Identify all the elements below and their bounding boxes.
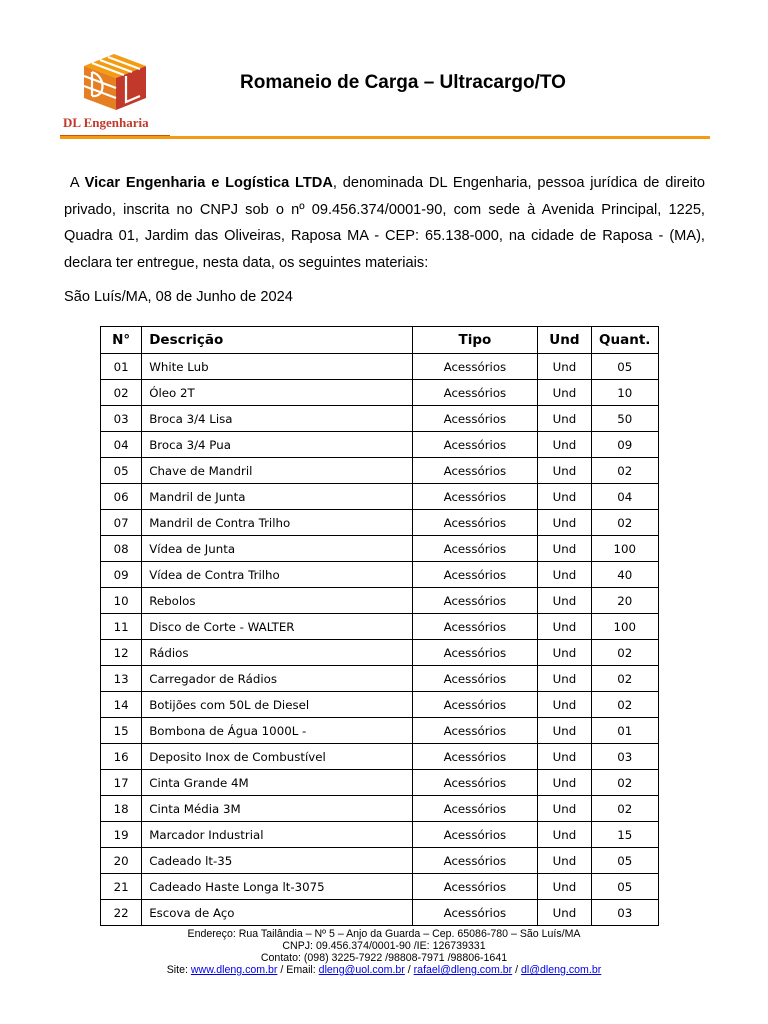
cell-description: Vídea de Contra Trilho: [142, 562, 412, 588]
cell-unit: Und: [538, 900, 591, 926]
cell-description: Vídea de Junta: [142, 536, 412, 562]
cell-type: Acessórios: [412, 692, 538, 718]
cell-number: 15: [101, 718, 142, 744]
cell-unit: Und: [538, 380, 591, 406]
cell-quantity: 05: [591, 354, 659, 380]
table-row: [101, 406, 659, 432]
cell-number: 21: [101, 874, 142, 900]
cell-type: Acessórios: [412, 848, 538, 874]
cell-unit: Und: [538, 874, 591, 900]
cell-unit: Und: [538, 770, 591, 796]
cell-unit: Und: [538, 796, 591, 822]
cell-description: Marcador Industrial: [142, 822, 412, 848]
email-link-dl[interactable]: dl@dleng.com.br: [521, 964, 602, 976]
cell-unit: Und: [538, 562, 591, 588]
cell-number: 03: [101, 406, 142, 432]
cell-number: 01: [101, 354, 142, 380]
cell-description: Botijões com 50L de Diesel: [142, 692, 412, 718]
table-row: [101, 484, 659, 510]
cell-type: Acessórios: [412, 900, 538, 926]
cell-number: 07: [101, 510, 142, 536]
table-row: [101, 380, 659, 406]
cell-quantity: 02: [591, 796, 659, 822]
cell-number: 06: [101, 484, 142, 510]
table-row: [101, 432, 659, 458]
table-row: [101, 822, 659, 848]
cell-quantity: 15: [591, 822, 659, 848]
table-header-row: [101, 327, 659, 354]
cell-quantity: 01: [591, 718, 659, 744]
cell-unit: Und: [538, 458, 591, 484]
footer-email-label: / Email:: [277, 964, 319, 976]
cell-type: Acessórios: [412, 874, 538, 900]
cell-description: Carregador de Rádios: [142, 666, 412, 692]
cell-unit: Und: [538, 614, 591, 640]
table-row: [101, 848, 659, 874]
cell-description: Escova de Aço: [142, 900, 412, 926]
cell-quantity: 02: [591, 458, 659, 484]
cell-unit: Und: [538, 484, 591, 510]
date-line: São Luís/MA, 08 de Junho de 2024: [64, 289, 293, 305]
cell-type: Acessórios: [412, 380, 538, 406]
cell-type: Acessórios: [412, 718, 538, 744]
cell-quantity: 100: [591, 614, 659, 640]
email-link-dleng[interactable]: dleng@uol.com.br: [318, 964, 405, 976]
footer-site-label: Site:: [166, 964, 191, 976]
cell-number: 10: [101, 588, 142, 614]
header-description: Descrição: [142, 327, 412, 354]
footer-cnpj: CNPJ: 09.456.374/0001-90 /IE: 126739331: [282, 940, 486, 952]
cell-quantity: 02: [591, 510, 659, 536]
cell-description: White Lub: [142, 354, 412, 380]
site-link[interactable]: www.dleng.com.br: [190, 964, 278, 976]
table-row: [101, 666, 659, 692]
table-row: [101, 796, 659, 822]
cell-type: Acessórios: [412, 770, 538, 796]
table-row: [101, 510, 659, 536]
cell-unit: Und: [538, 718, 591, 744]
header-number: N°: [101, 327, 142, 354]
cell-number: 18: [101, 796, 142, 822]
cell-type: Acessórios: [412, 354, 538, 380]
table-row: [101, 458, 659, 484]
cell-unit: Und: [538, 354, 591, 380]
cell-type: Acessórios: [412, 562, 538, 588]
company-name: Vicar Engenharia e Logística LTDA: [84, 175, 333, 191]
cell-unit: Und: [538, 848, 591, 874]
materials-table: [100, 326, 659, 926]
table-row: [101, 614, 659, 640]
header-divider: [60, 136, 710, 139]
cell-number: 22: [101, 900, 142, 926]
table-row: [101, 692, 659, 718]
table-row: [101, 536, 659, 562]
company-logo: [60, 52, 172, 134]
cell-number: 20: [101, 848, 142, 874]
table-row: [101, 718, 659, 744]
cell-unit: Und: [538, 510, 591, 536]
cell-type: Acessórios: [412, 484, 538, 510]
cell-type: Acessórios: [412, 744, 538, 770]
cell-description: Broca 3/4 Pua: [142, 432, 412, 458]
cell-number: 09: [101, 562, 142, 588]
cell-description: Rebolos: [142, 588, 412, 614]
header-quantity: Quant.: [591, 327, 659, 354]
cell-type: Acessórios: [412, 588, 538, 614]
cell-quantity: 20: [591, 588, 659, 614]
cell-description: Óleo 2T: [142, 380, 412, 406]
cell-quantity: 03: [591, 900, 659, 926]
cell-description: Cadeado lt-35: [142, 848, 412, 874]
cell-quantity: 04: [591, 484, 659, 510]
cell-description: Rádios: [142, 640, 412, 666]
cell-quantity: 03: [591, 744, 659, 770]
dl-engenharia-logo-icon: [70, 52, 160, 114]
cell-quantity: 10: [591, 380, 659, 406]
cell-description: Mandril de Contra Trilho: [142, 510, 412, 536]
header-unit: Und: [538, 327, 591, 354]
cell-number: 13: [101, 666, 142, 692]
cell-type: Acessórios: [412, 432, 538, 458]
table-row: [101, 744, 659, 770]
table-row: [101, 874, 659, 900]
cell-type: Acessórios: [412, 406, 538, 432]
cell-number: 05: [101, 458, 142, 484]
cell-unit: Und: [538, 666, 591, 692]
para-prefix: A: [69, 175, 85, 191]
footer-address: Endereço: Rua Tailândia – Nº 5 – Anjo da Guarda – Cep. 65086-780 – São Luís/MA: [187, 928, 581, 940]
cell-description: Cadeado Haste Longa lt-3075: [142, 874, 412, 900]
cell-number: 11: [101, 614, 142, 640]
footer-links: [0, 964, 768, 976]
cell-quantity: 02: [591, 666, 659, 692]
table-row: [101, 640, 659, 666]
cell-quantity: 09: [591, 432, 659, 458]
cell-description: Cinta Média 3M: [142, 796, 412, 822]
cell-quantity: 02: [591, 640, 659, 666]
cell-type: Acessórios: [412, 640, 538, 666]
document-title: Romaneio de Carga – Ultracargo/TO: [240, 72, 566, 93]
cell-unit: Und: [538, 432, 591, 458]
cell-description: Cinta Grande 4M: [142, 770, 412, 796]
cell-number: 17: [101, 770, 142, 796]
cell-quantity: 50: [591, 406, 659, 432]
cell-type: Acessórios: [412, 614, 538, 640]
table-body: [101, 354, 659, 926]
table-row: [101, 900, 659, 926]
cell-number: 08: [101, 536, 142, 562]
cell-type: Acessórios: [412, 822, 538, 848]
cell-unit: Und: [538, 744, 591, 770]
table-row: [101, 588, 659, 614]
cell-unit: Und: [538, 692, 591, 718]
cell-description: Bombona de Água 1000L -: [142, 718, 412, 744]
table-row: [101, 354, 659, 380]
cell-number: 19: [101, 822, 142, 848]
table-row: [101, 562, 659, 588]
footer-contact: Contato: (098) 3225-7922 /98808-7971 /98806-1641: [260, 952, 508, 964]
cell-number: 12: [101, 640, 142, 666]
cell-type: Acessórios: [412, 510, 538, 536]
cell-type: Acessórios: [412, 458, 538, 484]
cell-unit: Und: [538, 588, 591, 614]
cell-type: Acessórios: [412, 666, 538, 692]
footer-sep-2: /: [512, 964, 521, 976]
cell-number: 02: [101, 380, 142, 406]
cell-number: 16: [101, 744, 142, 770]
cell-quantity: 02: [591, 770, 659, 796]
declaration-paragraph: [64, 170, 705, 276]
cell-quantity: 100: [591, 536, 659, 562]
footer: [0, 928, 768, 976]
cell-unit: Und: [538, 640, 591, 666]
cell-type: Acessórios: [412, 796, 538, 822]
cell-unit: Und: [538, 822, 591, 848]
cell-description: Mandril de Junta: [142, 484, 412, 510]
cell-description: Chave de Mandril: [142, 458, 412, 484]
cell-number: 14: [101, 692, 142, 718]
cell-description: Broca 3/4 Lisa: [142, 406, 412, 432]
cell-description: Disco de Corte - WALTER: [142, 614, 412, 640]
footer-sep-1: /: [404, 964, 414, 976]
cell-number: 04: [101, 432, 142, 458]
email-link-rafael[interactable]: rafael@dleng.com.br: [413, 964, 513, 976]
cell-quantity: 05: [591, 874, 659, 900]
cell-description: Deposito Inox de Combustível: [142, 744, 412, 770]
company-logo-text: DL Engenharia: [63, 115, 149, 130]
table-row: [101, 770, 659, 796]
cell-type: Acessórios: [412, 536, 538, 562]
cell-unit: Und: [538, 406, 591, 432]
header-type: Tipo: [412, 327, 538, 354]
cell-quantity: 02: [591, 692, 659, 718]
cell-unit: Und: [538, 536, 591, 562]
para-rest: , denominada DL Engenharia, pessoa jurídica de direito privado, inscrita no CNPJ sob o nº 09.456.374/0001-90, com sede à Avenida Principal, 1225, Quadra 01, Jardim das Oliveiras, Raposa MA - CEP: 65.138-000, na cidade de Raposa - (MA), declara ter entregue, nesta data, os seguintes materiais:: [64, 175, 706, 271]
cell-quantity: 05: [591, 848, 659, 874]
cell-quantity: 40: [591, 562, 659, 588]
